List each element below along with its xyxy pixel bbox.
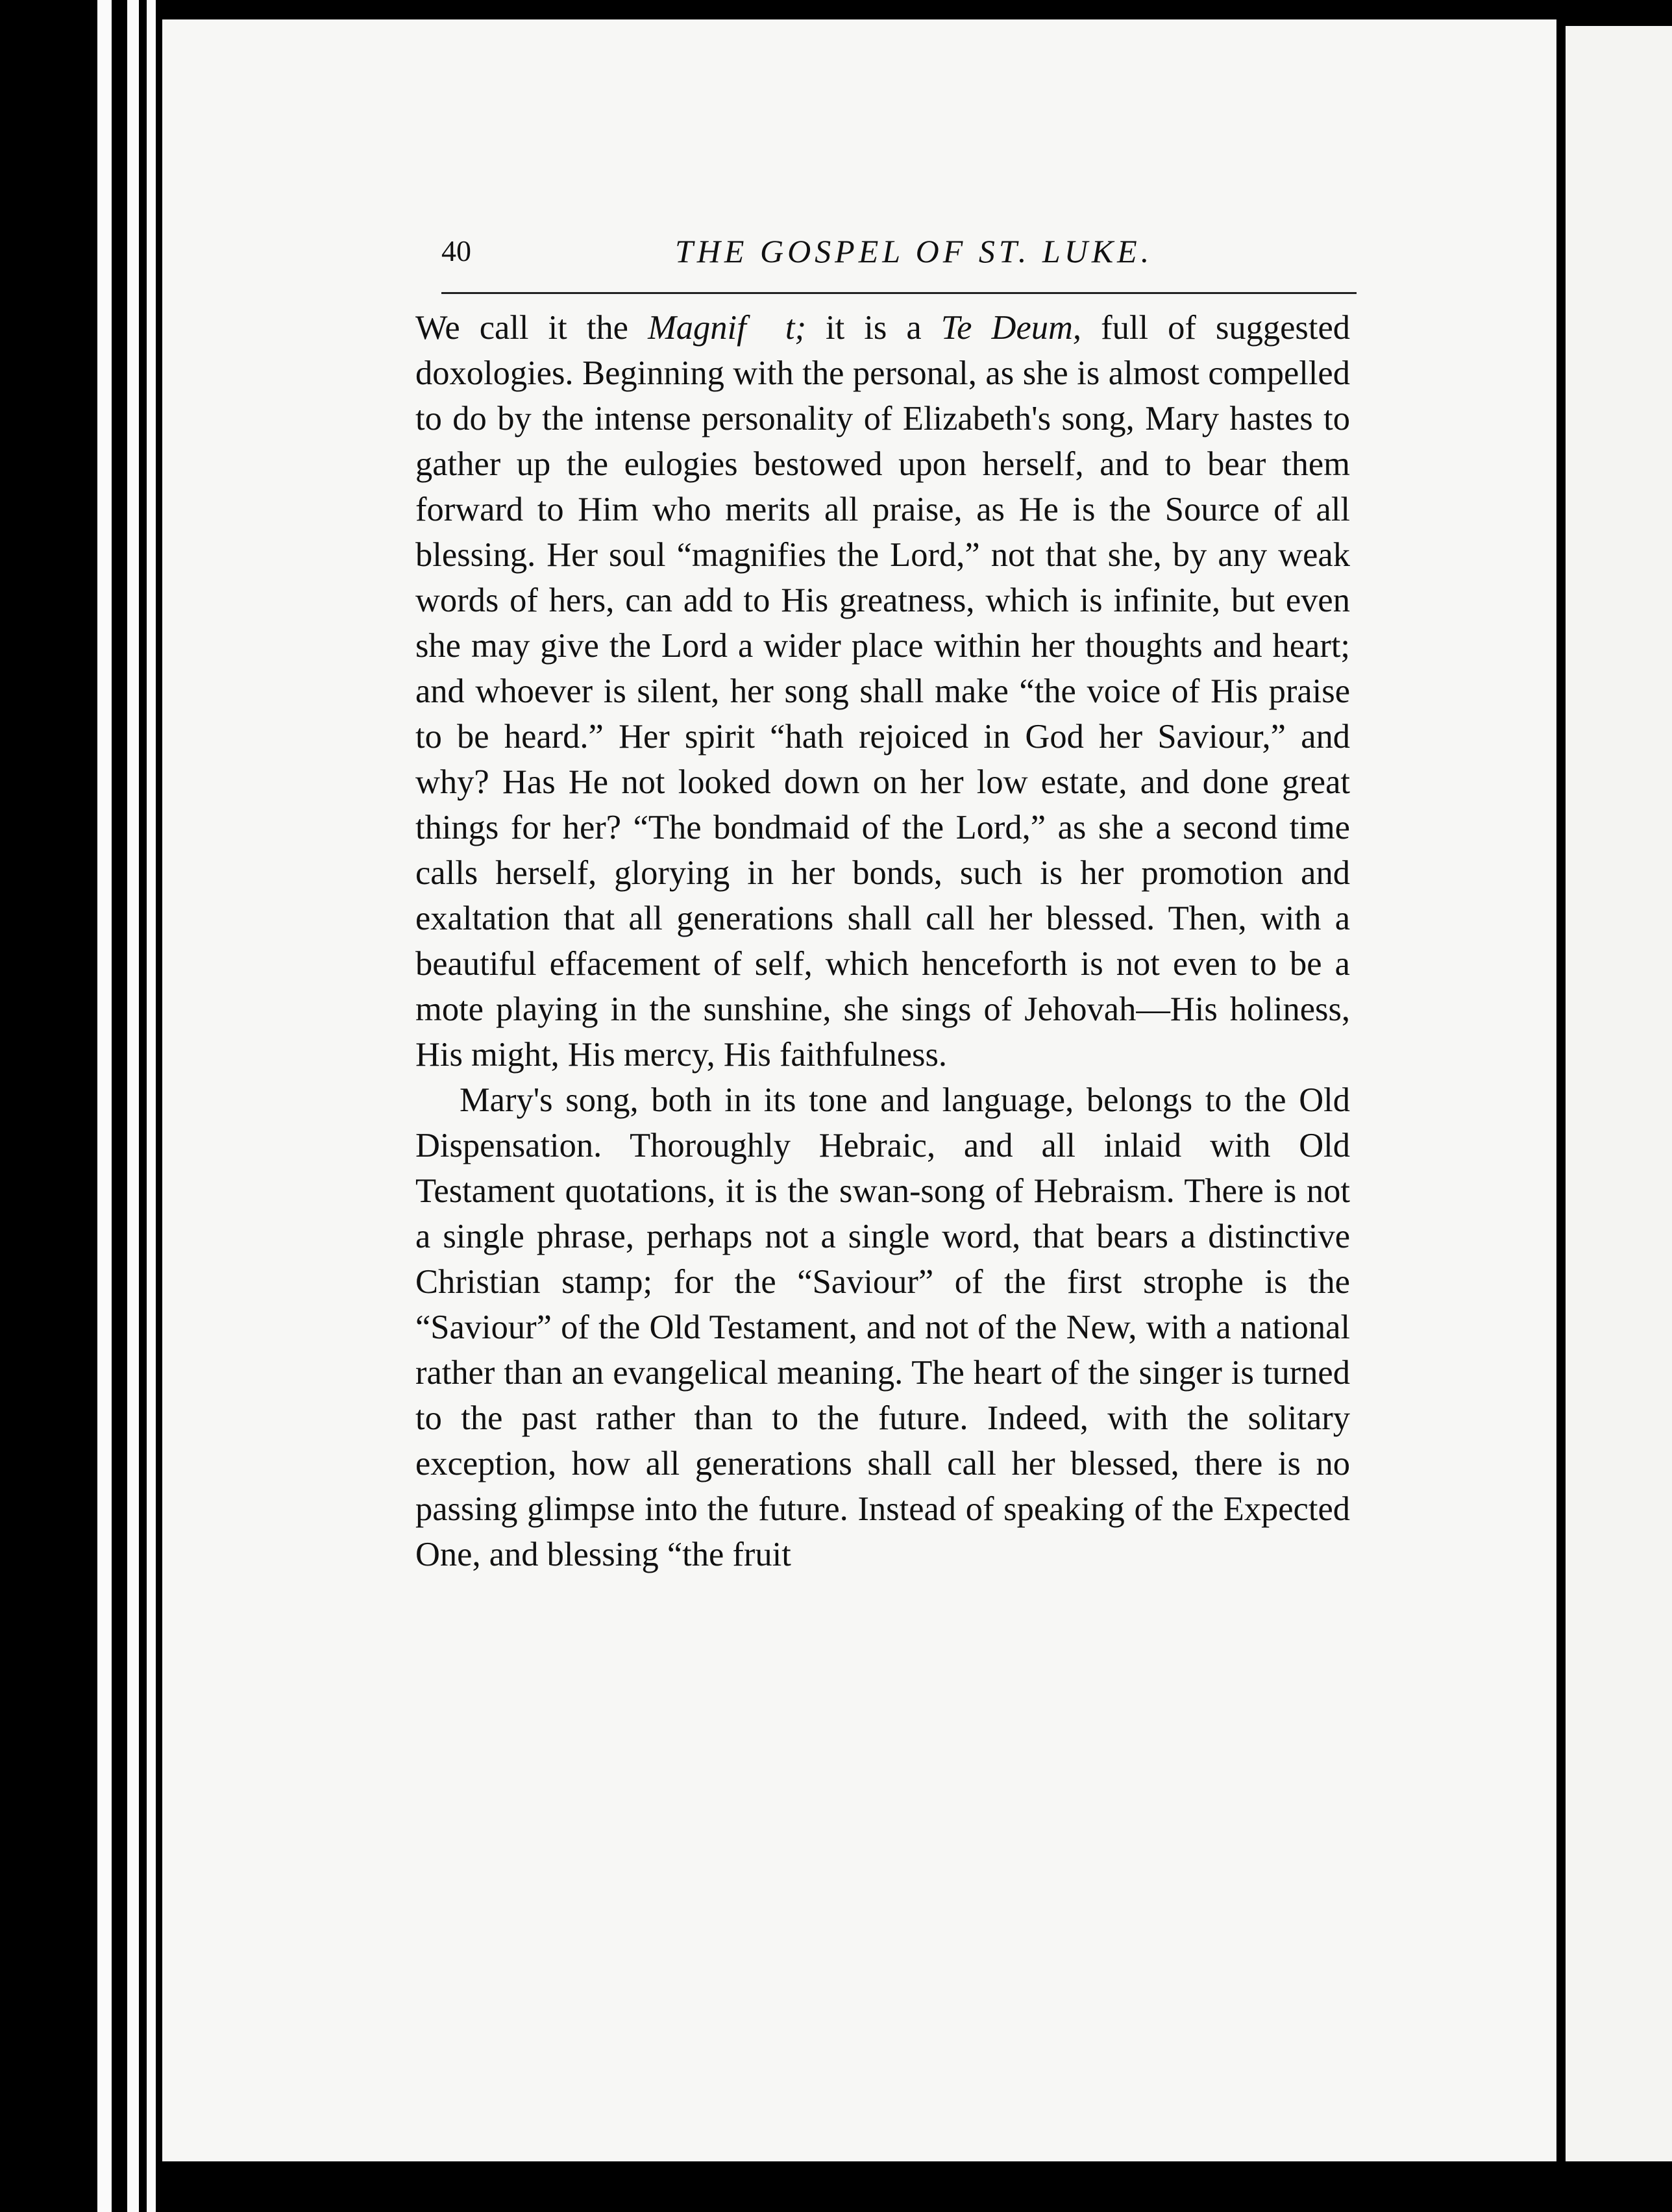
text-segment-italic: Te Deum, (940, 309, 1082, 347)
paragraph-1 (415, 305, 1350, 1077)
body-text (415, 305, 1350, 1577)
page-header (441, 227, 1363, 286)
text-segment: it is a (805, 309, 941, 347)
text-segment: We call it the (415, 309, 648, 347)
running-head: THE GOSPEL OF ST. LUKE. (675, 233, 1153, 269)
binding-edge (127, 0, 139, 2212)
text-segment-italic: Magnif t; (648, 309, 806, 347)
binding-edge (147, 0, 156, 2212)
header-rule (441, 292, 1357, 294)
page-number: 40 (441, 234, 471, 267)
text-segment: full of suggested doxologies. Beginning with the personal, as she is almost compelled to do by the intense personality of Elizabeth's song, Mary hastes to gather up the eulogies bestowed upon herself, and to bear them forward to Him who merits all praise, as He is the Source of all blessing. Her soul “magnifies the Lord,” not that she, by any weak words of hers, can add to His greatness, which is infinite, but even she may give the Lord a wider place within her thoughts and heart; and whoever is silent, her song shall make “the voice of His praise to be heard.” Her spirit “hath rejoiced in God her Saviour,” and why? Has He not looked down on her low estate, and done great things for her? “The bondmaid of the Lord,” as she a second time calls herself, glorying in her bonds, such is her promotion and exaltation that all generations shall call her blessed. Then, with a beautiful effacement of self, which henceforth is not even to be a mote playing in the sunshine, she sings of Jehovah—His holiness, His might, His mercy, His faithfulness. (415, 309, 1350, 1074)
binding-edge (97, 0, 112, 2212)
text-segment: Mary's song, both in its tone and language, belongs to the Old Dispensation. Thoroughly Hebraic, and all inlaid with Old Testament quotations, it is the swan-song of Hebraism. There is not a single phrase, perhaps not a single word, that bears a distinctive Christian stamp; for the “Saviour” of the first strophe is the “Saviour” of the Old Testament, and not of the New, with a national rather than an evangelical meaning. The heart of the singer is turned to the past rather than to the future. Indeed, with the solitary exception, how all generations shall call her blessed, there is no passing glimpse into the future. Instead of speaking of the Expected One, and blessing “the fruit (415, 1081, 1350, 1573)
paragraph-2 (415, 1077, 1350, 1577)
adjacent-page-edge (1566, 26, 1672, 2161)
